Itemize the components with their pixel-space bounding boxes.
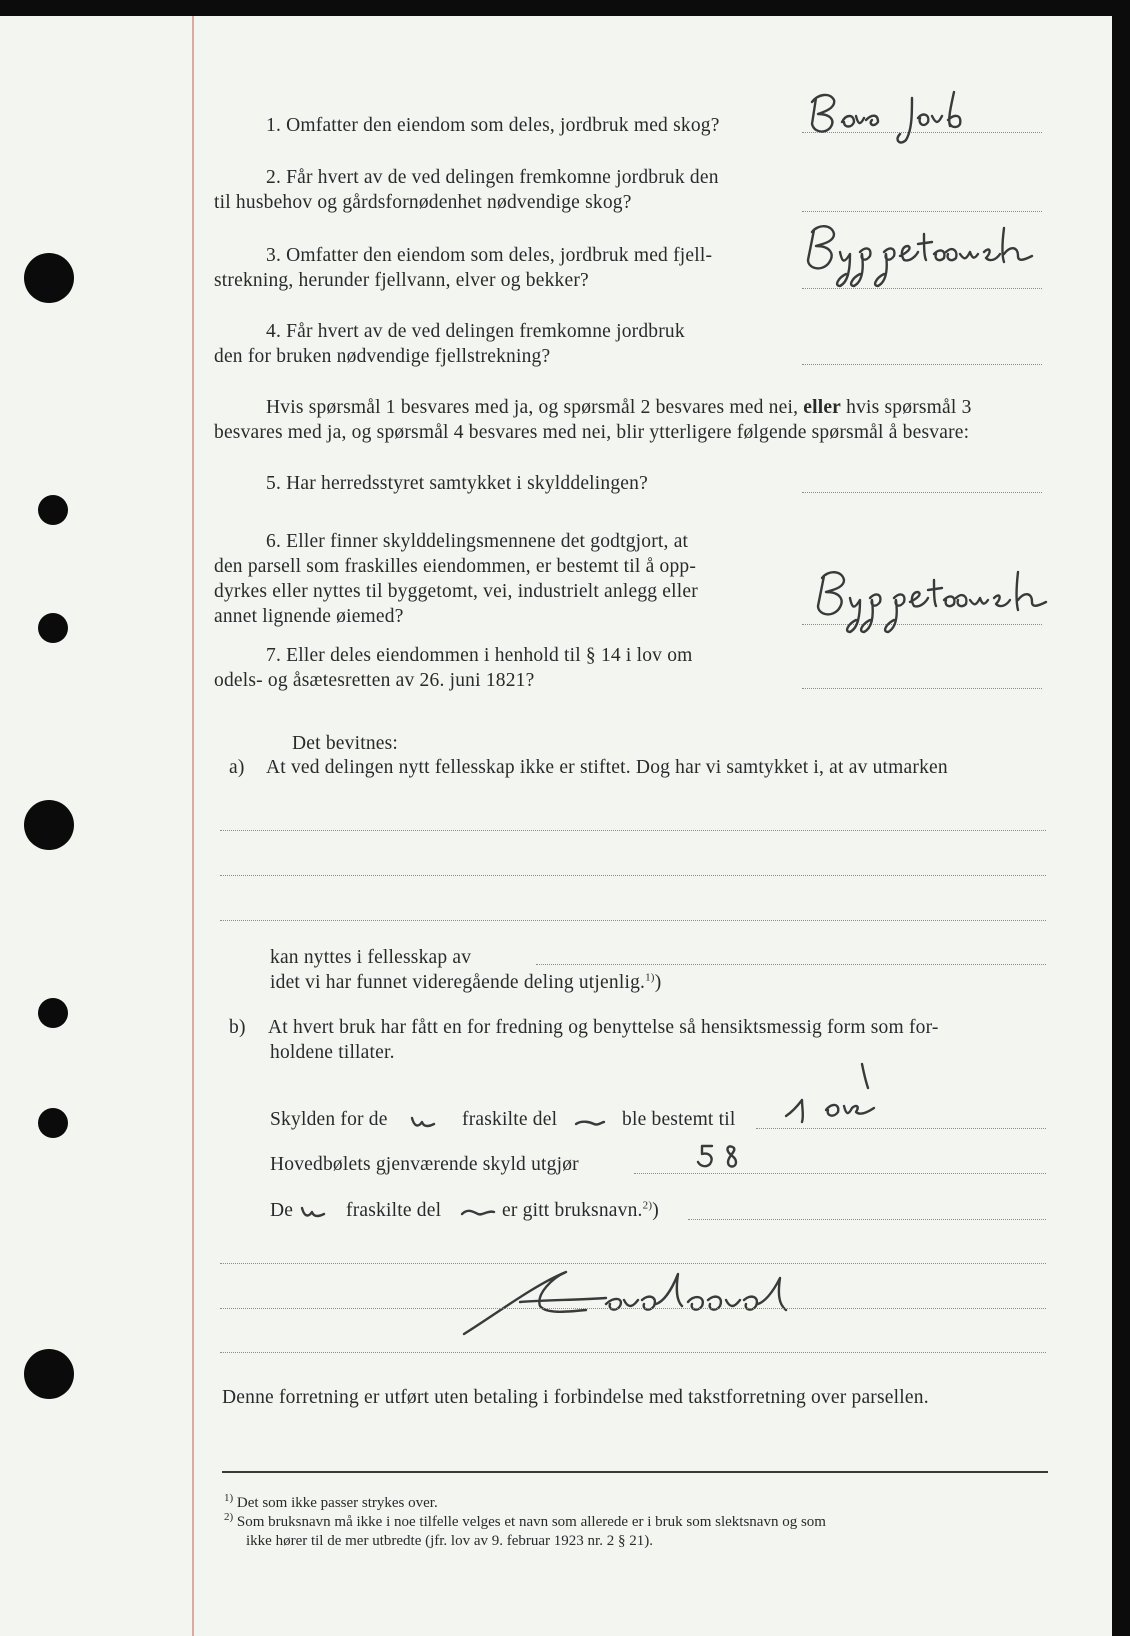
question-5: 5. Har herredsstyret samtykket i skylddelingen? [266, 473, 648, 494]
strike-mark [574, 1116, 606, 1130]
skyld-label-post: ble bestemt til [622, 1109, 736, 1130]
closing-note: Denne forretning er utført uten betaling i forbindelse med takstforretning over parsellen. [222, 1387, 929, 1408]
binder-hole [38, 495, 68, 525]
strike-mark [300, 1204, 326, 1224]
handwritten-answer-3 [800, 216, 1070, 296]
footnote-2-line2: ikke hører til de mer utbredte (jfr. lov av 9. februar 1923 nr. 2 § 21). [246, 1533, 653, 1549]
blank-line [220, 1308, 1046, 1309]
answer-line [802, 688, 1042, 689]
question-6-line4: annet lignende øiemed? [214, 606, 404, 627]
bruksnavn-label-mid: fraskilte del [346, 1200, 442, 1221]
conditional-instruction-line1: Hvis spørsmål 1 besvares med ja, og spørsmål 2 besvares med nei, eller hvis spørsmål 3 [266, 397, 972, 418]
question-6-line3: dyrkes eller nyttes til byggetomt, vei, industrielt anlegg eller [214, 581, 698, 602]
blank-line [220, 1352, 1046, 1353]
question-3-line2: strekning, herunder fjellvann, elver og bekker? [214, 270, 589, 291]
certification-heading: Det bevitnes: [292, 733, 399, 754]
question-2-line2: til husbehov og gårdsfornødenhet nødvendige skog? [214, 192, 632, 213]
blank-line [536, 964, 1046, 965]
conditional-instruction-line2: besvares med ja, og spørsmål 4 besvares med nei, blir ytterligere følgende spørsmål å besvare: [214, 422, 970, 443]
question-4-line1: 4. Får hvert av de ved delingen fremkomne jordbruk [266, 321, 685, 342]
footnote-rule [222, 1471, 1048, 1473]
item-b-text-line2: holdene tillater. [270, 1042, 395, 1063]
item-a-continuation-2: idet vi har funnet videregående deling utjenlig.$^{1)}$) [270, 971, 662, 993]
binder-hole [24, 800, 74, 850]
question-7-line2: odels- og åsætesretten av 26. juni 1821? [214, 670, 535, 691]
question-6-line1: 6. Eller finner skylddelingsmennene det godtgjort, at [266, 531, 689, 552]
item-a-text: At ved delingen nytt fellesskap ikke er stiftet. Dog har vi samtykket i, at av utmarken [266, 757, 948, 778]
scan-top-border [0, 0, 1130, 16]
hovedbol-label: Hovedbølets gjenværende skyld utgjør [270, 1154, 579, 1175]
handwritten-answer-6 [810, 564, 1080, 644]
answer-line [802, 364, 1042, 365]
item-b-label: b) [229, 1017, 246, 1038]
value-line [688, 1219, 1046, 1220]
binder-hole [38, 1108, 68, 1138]
binder-hole [24, 1349, 74, 1399]
strike-mark [410, 1114, 436, 1134]
question-4-line2: den for bruken nødvendige fjellstrekning? [214, 346, 551, 367]
blank-line [220, 875, 1046, 876]
question-7-line1: 7. Eller deles eiendommen i henhold til § 14 i lov om [266, 645, 693, 666]
skyld-label: Skylden for de [270, 1109, 388, 1130]
margin-rule [192, 16, 194, 1636]
skyld-label-mid: fraskilte del [462, 1109, 558, 1130]
blank-line [220, 830, 1046, 831]
footnote-2-line1: $^{2)}$ Som bruksnavn må ikke i noe tilfelle velges et navn som allerede er i bruk som slektsnavn og som [224, 1511, 826, 1530]
document-page [0, 16, 1112, 1636]
question-6-line2: den parsell som fraskilles eiendommen, er bestemt til å opp- [214, 556, 697, 577]
strike-mark [460, 1204, 496, 1222]
handwritten-hovedbol-value [696, 1140, 756, 1180]
question-1: 1. Omfatter den eiendom som deles, jordbruk med skog? [266, 115, 720, 136]
footnote-1: $^{1)}$ Det som ikke passer strykes over. [224, 1492, 438, 1511]
item-b-text-line1: At hvert bruk har fått en for fredning og benyttelse så hensiktsmessig form som for- [268, 1017, 939, 1038]
question-3-line1: 3. Omfatter den eiendom som deles, jordbruk med fjell- [266, 245, 713, 266]
binder-hole [38, 613, 68, 643]
blank-line [220, 920, 1046, 921]
item-a-continuation: kan nyttes i fellesskap av [270, 947, 472, 968]
signature [456, 1254, 826, 1344]
answer-line [802, 492, 1042, 493]
handwritten-answer-1 [808, 84, 1008, 154]
scan-right-border [1112, 0, 1130, 1636]
bruksnavn-label: De [270, 1200, 294, 1221]
answer-line [802, 211, 1042, 212]
bruksnavn-label-post: er gitt bruksnavn.$^{2)}$) [502, 1199, 659, 1221]
item-a-label: a) [229, 757, 245, 778]
binder-hole [24, 253, 74, 303]
handwritten-skyld-value [780, 1056, 910, 1136]
question-2-line1: 2. Får hvert av de ved delingen fremkomne jordbruk den [266, 167, 719, 188]
binder-hole [38, 998, 68, 1028]
